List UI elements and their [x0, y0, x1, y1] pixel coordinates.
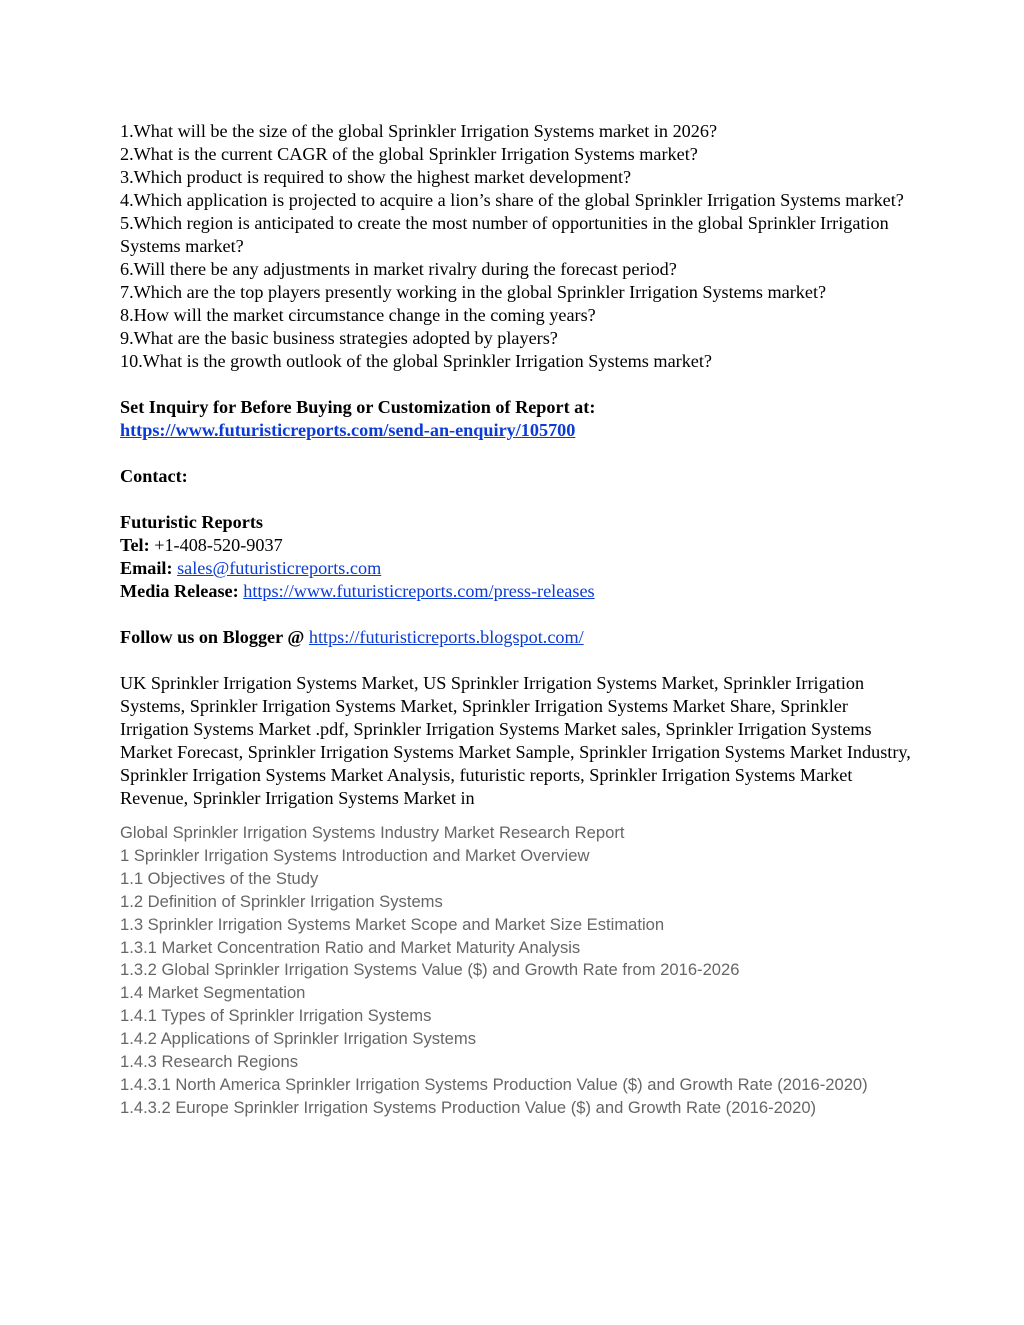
toc-item: 1.4.3.2 Europe Sprinkler Irrigation Systems Production Value ($) and Growth Rate (2016-2020): [120, 1097, 817, 1117]
question-list: [120, 120, 920, 373]
inquiry-link[interactable]: https://www.futuristicreports.com/send-an-enquiry/105700: [120, 420, 576, 440]
toc-item: 1.3.1 Market Concentration Ratio and Market Maturity Analysis: [120, 937, 581, 957]
media-line: [120, 580, 920, 603]
company-name: Futuristic Reports: [120, 512, 263, 532]
toc-item: 1.1 Objectives of the Study: [120, 868, 319, 888]
toc-item: 1.4.3.1 North America Sprinkler Irrigation Systems Production Value ($) and Growth Rate (2016-2020): [120, 1074, 868, 1094]
question-item: 3.Which product is required to show the highest market development?: [120, 167, 632, 187]
toc-item: 1 Sprinkler Irrigation Systems Introduction and Market Overview: [120, 845, 590, 865]
tel-label: Tel:: [120, 535, 150, 555]
email-label: Email:: [120, 558, 173, 578]
email-link[interactable]: sales@futuristicreports.com: [177, 558, 382, 578]
toc-item: 1.2 Definition of Sprinkler Irrigation Systems: [120, 891, 443, 911]
media-link[interactable]: https://www.futuristicreports.com/press-releases: [243, 581, 595, 601]
toc-item: 1.4.1 Types of Sprinkler Irrigation Systems: [120, 1006, 432, 1026]
toc-item: 1.3.2 Global Sprinkler Irrigation Systems Value ($) and Growth Rate from 2016-2026: [120, 960, 740, 980]
keywords-paragraph: UK Sprinkler Irrigation Systems Market, US Sprinkler Irrigation Systems Market, Sprinkler Irrigation Systems, Sprinkler Irrigation Systems Market, Sprinkler Irrigation Systems Market Share, Sprinkler Irrigation Systems Market .pdf, Sprinkler Irrigation Systems Market sales, Sprinkler Irrigation Systems Market Forecast, Sprinkler Irrigation Systems Market Sample, Sprinkler Irrigation Systems Market Industry, Sprinkler Irrigation Systems Market Analysis, futuristic reports, Sprinkler Irrigation Systems Market Revenue, Sprinkler Irrigation Systems Market in: [120, 673, 911, 808]
follow-line: [120, 626, 920, 649]
toc-item: 1.4 Market Segmentation: [120, 983, 306, 1003]
inquiry-heading: Set Inquiry for Before Buying or Customization of Report at:: [120, 397, 596, 417]
question-item: 5.Which region is anticipated to create the most number of opportunities in the global Sprinkler Irrigation Systems market?: [120, 213, 889, 256]
tel-value: +1-408-520-9037: [149, 535, 283, 555]
question-item: 9.What are the basic business strategies adopted by players?: [120, 328, 558, 348]
question-item: 6.Will there be any adjustments in market rivalry during the forecast period?: [120, 259, 677, 279]
question-item: 7.Which are the top players presently working in the global Sprinkler Irrigation Systems market?: [120, 282, 827, 302]
table-of-contents: [120, 822, 920, 1120]
contact-block: [120, 511, 920, 603]
toc-item: 1.4.2 Applications of Sprinkler Irrigation Systems: [120, 1029, 477, 1049]
question-item: 10.What is the growth outlook of the global Sprinkler Irrigation Systems market?: [120, 351, 712, 371]
document-page: [120, 120, 920, 1120]
media-label: Media Release:: [120, 581, 239, 601]
question-item: 4.Which application is projected to acquire a lion’s share of the global Sprinkler Irrigation Systems market?: [120, 190, 904, 210]
question-item: 2.What is the current CAGR of the global Sprinkler Irrigation Systems market?: [120, 144, 698, 164]
inquiry-section: [120, 396, 920, 442]
blogger-link[interactable]: https://futuristicreports.blogspot.com/: [308, 627, 584, 647]
follow-label: Follow us on Blogger @: [120, 627, 305, 647]
question-item: 8.How will the market circumstance change in the coming years?: [120, 305, 596, 325]
email-line: [120, 557, 920, 580]
toc-item: 1.3 Sprinkler Irrigation Systems Market Scope and Market Size Estimation: [120, 914, 665, 934]
toc-item: 1.4.3 Research Regions: [120, 1052, 299, 1072]
contact-heading: Contact:: [120, 466, 188, 486]
toc-item: Global Sprinkler Irrigation Systems Industry Market Research Report: [120, 823, 625, 842]
tel-line: [120, 534, 920, 557]
question-item: 1.What will be the size of the global Sprinkler Irrigation Systems market in 2026?: [120, 121, 718, 141]
